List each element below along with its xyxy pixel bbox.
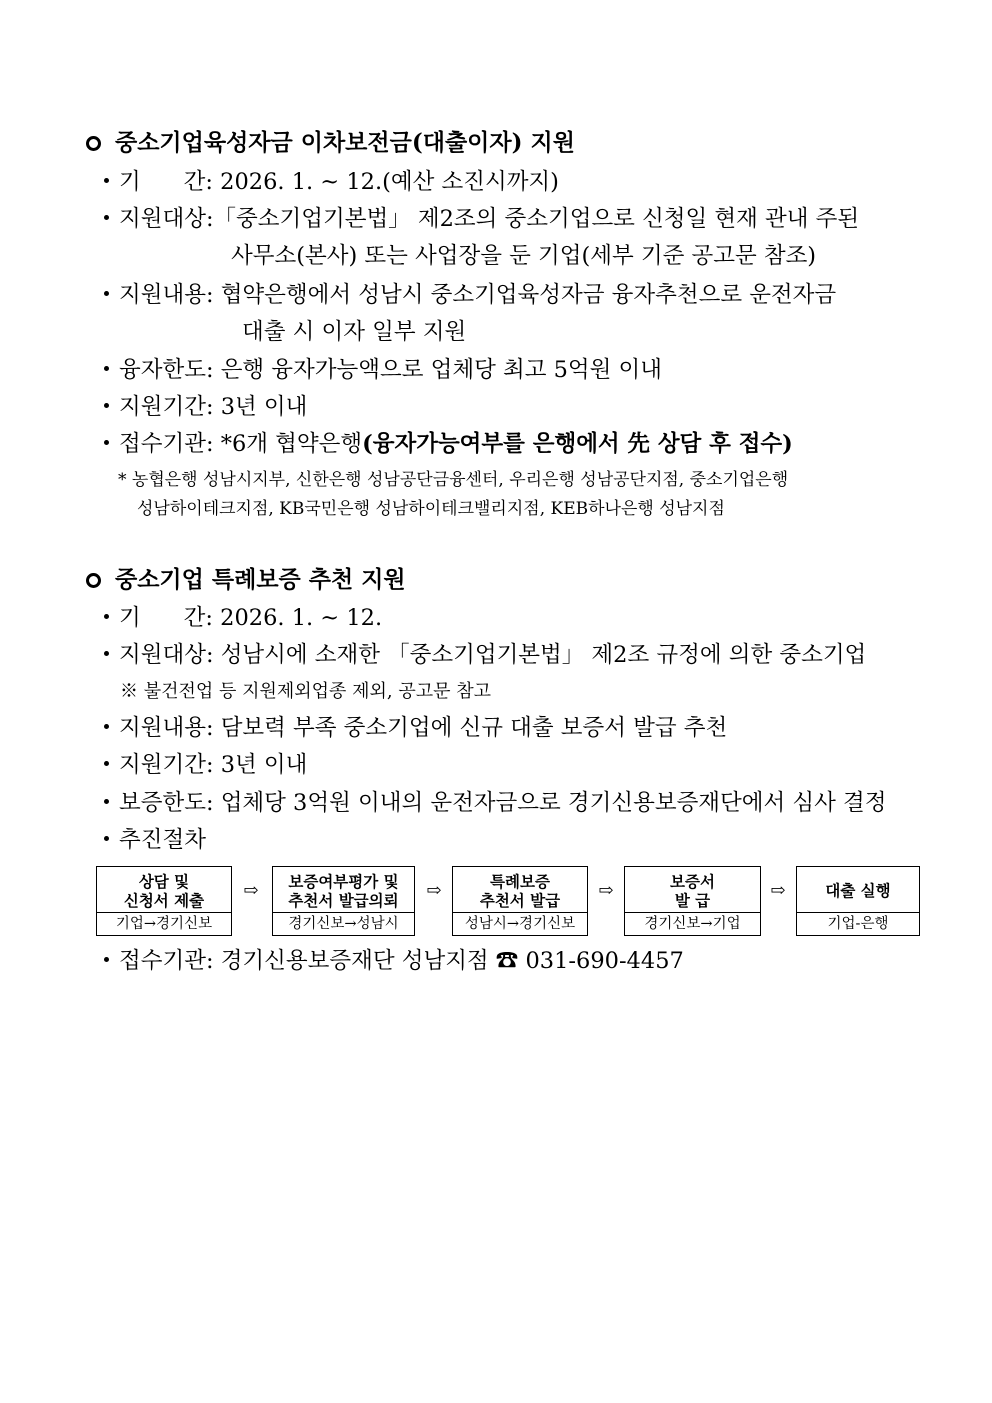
s1-note-line2: 성남하이테크지점, KB국민은행 성남하이테크밸리지점, KEB하나은행 성남지점 [137, 499, 725, 519]
section1-title: 중소기업육성자금 이차보전금(대출이자) 지원 [86, 128, 575, 158]
s1-item-content: 지원내용: 협약은행에서 성남시 중소기업육성자금 융자추천으로 운전자금 [104, 280, 922, 310]
s1-item-limit: 융자한도: 은행 융자가능액으로 업체당 최고 5억원 이내 [104, 355, 922, 385]
s2-item-procedure: 추진절차 [104, 825, 922, 855]
dot-bullet-icon [104, 291, 109, 296]
dot-bullet-icon [104, 651, 109, 656]
procedure-flow [96, 866, 920, 938]
s2-item-target: 지원대상: 성남시에 소재한 「중소기업기본법」 제2조 규정에 의한 중소기업 [104, 640, 922, 670]
flow-step-5: 대출 실행 기업-은행 [796, 866, 920, 936]
dot-bullet-icon [104, 724, 109, 729]
flow-arrow-icon: ⇨ [770, 880, 786, 901]
section2-title: 중소기업 특례보증 추천 지원 [86, 565, 406, 595]
dot-bullet-icon [104, 836, 109, 841]
s1-item-content-cont: 대출 시 이자 일부 지원 [242, 319, 467, 345]
s2-item-duration: 지원기간: 3년 이내 [104, 750, 922, 780]
s1-item-duration: 지원기간: 3년 이내 [104, 392, 922, 422]
s1-item-period: 기 간: 2026. 1. ~ 12.(예산 소진시까지) [104, 167, 922, 197]
dot-bullet-icon [104, 215, 109, 220]
flow-step-1: 상담 및 신청서 제출 기업→경기신보 [96, 866, 232, 936]
circle-bullet-icon [86, 573, 101, 588]
flow-step-4: 보증서 발 급 경기신보→기업 [624, 866, 761, 936]
flow-arrow-icon: ⇨ [598, 880, 614, 901]
s1-item-target-cont: 사무소(본사) 또는 사업장을 둔 기업(세부 기준 공고문 참조) [231, 243, 817, 269]
s1-item-office: 접수기관: *6개 협약은행(융자가능여부를 은행에서 先 상담 후 접수) [104, 429, 922, 459]
flow-step-3: 특례보증 추천서 발급 성남시→경기신보 [452, 866, 588, 936]
flow-arrow-icon: ⇨ [426, 880, 442, 901]
s1-note-line1: * 농협은행 성남시지부, 신한은행 성남공단금융센터, 우리은행 성남공단지점, 중소기업은행 [118, 470, 789, 490]
dot-bullet-icon [104, 178, 109, 183]
dot-bullet-icon [104, 366, 109, 371]
s1-item-target: 지원대상:「중소기업기본법」 제2조의 중소기업으로 신청일 현재 관내 주된 [104, 204, 922, 234]
dot-bullet-icon [104, 440, 109, 445]
dot-bullet-icon [104, 614, 109, 619]
s2-item-guarantee-limit: 보증한도: 업체당 3억원 이내의 운전자금으로 경기신용보증재단에서 심사 결정 [104, 788, 922, 818]
circle-bullet-icon [86, 136, 101, 151]
flow-step-2: 보증여부평가 및 추천서 발급의뢰 경기신보→성남시 [272, 866, 415, 936]
s2-note: ※ 불건전업 등 지원제외업종 제외, 공고문 참고 [120, 681, 492, 702]
s2-item-content: 지원내용: 담보력 부족 중소기업에 신규 대출 보증서 발급 추천 [104, 713, 922, 743]
flow-arrow-icon: ⇨ [243, 880, 259, 901]
dot-bullet-icon [104, 799, 109, 804]
dot-bullet-icon [104, 957, 109, 962]
s2-item-office: 접수기관: 경기신용보증재단 성남지점 ☎ 031-690-4457 [104, 946, 922, 976]
dot-bullet-icon [104, 761, 109, 766]
dot-bullet-icon [104, 403, 109, 408]
s2-item-period: 기 간: 2026. 1. ~ 12. [104, 603, 922, 633]
